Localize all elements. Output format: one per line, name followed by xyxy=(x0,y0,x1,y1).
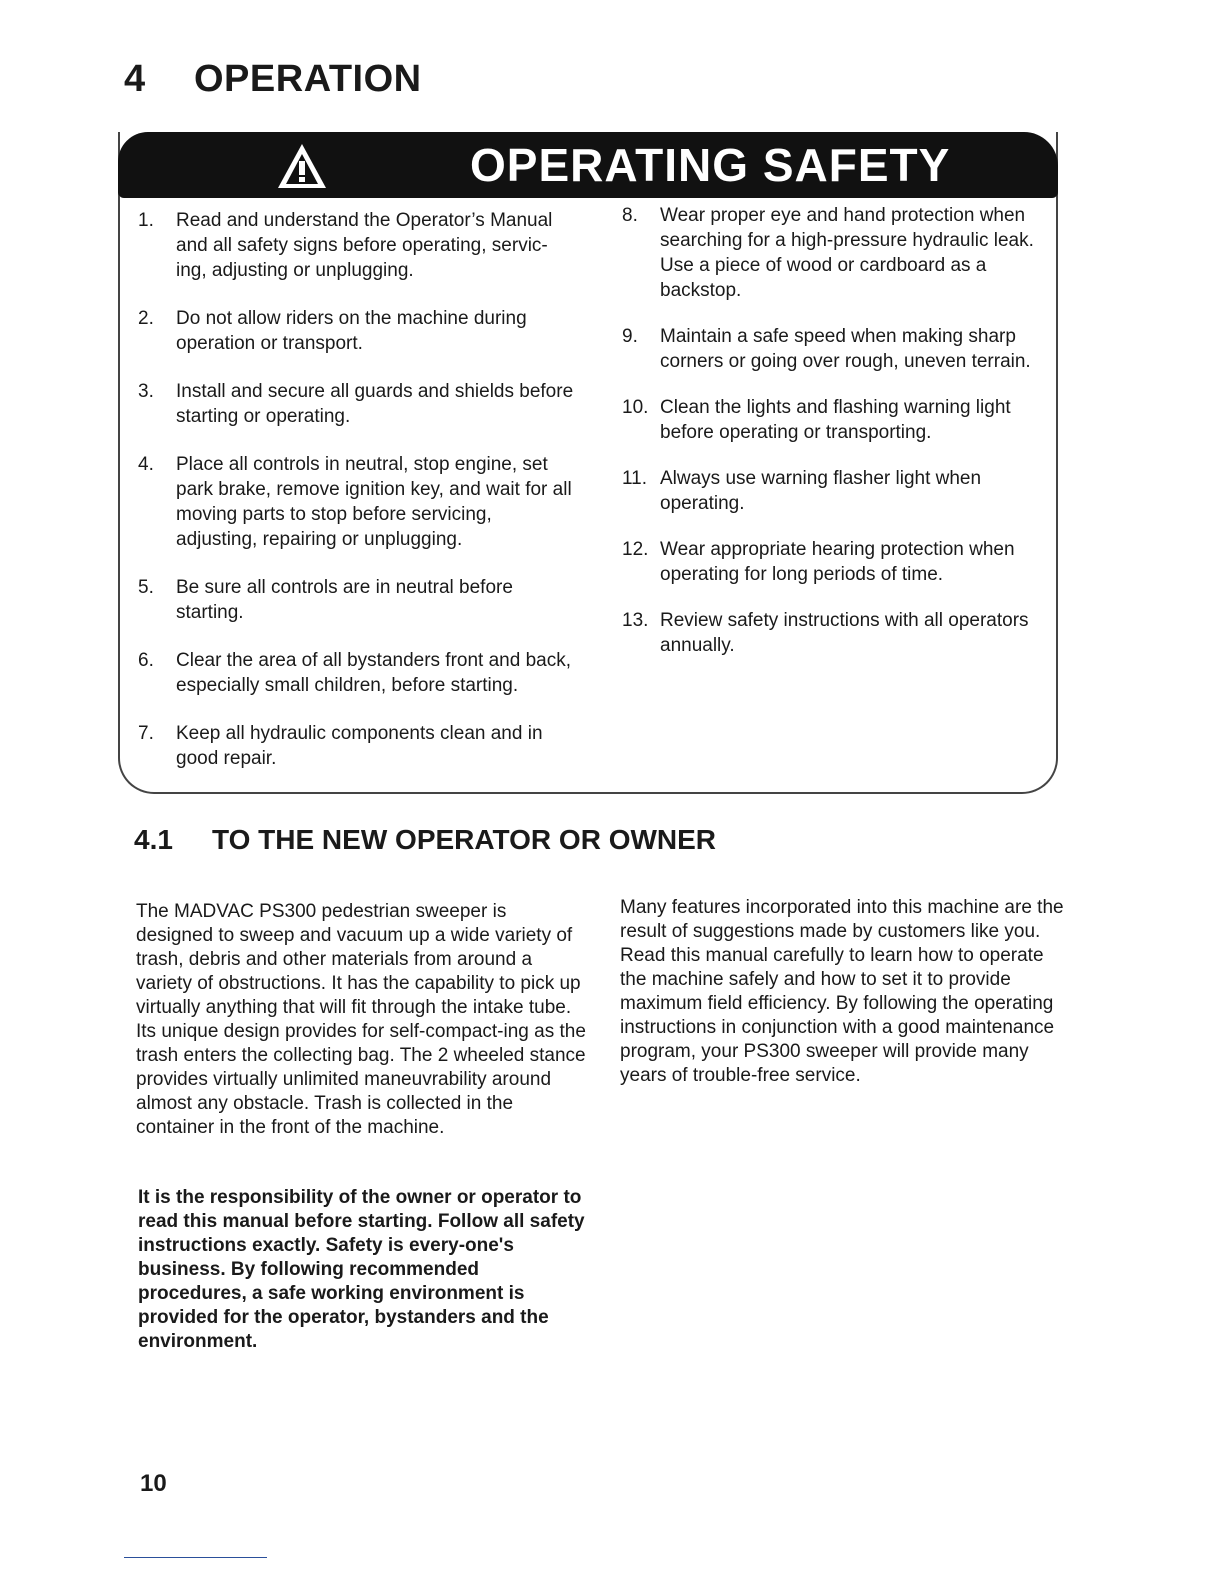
safety-banner xyxy=(118,132,1058,198)
safety-item xyxy=(138,648,578,698)
safety-item-number: 2. xyxy=(138,308,154,329)
intro-paragraph: The MADVAC PS300 pedestrian sweeper is designed to sweep and vacuum up a wide variety of trash, debris and other materials from around a variety of obstructions. It has the capability to pick up virtually anything that will fit through the intake tube. Its unique design provides for self-compact-ing as the trash enters the collecting bag. The 2 wheeled stance provides virtually unlimited maneuvrability around almost any obstacle. Trash is collected in the container in the front of the machine. xyxy=(136,901,586,1138)
responsibility-paragraph: It is the responsibility of the owner or operator to read this manual before starting. Follow all safety instructions exactly. Safety is every-one's business. By following recommended procedures, a safe working environment is provided for the operator, bystanders and the environment. xyxy=(138,1187,585,1352)
safety-item-number: 3. xyxy=(138,381,154,402)
safety-item xyxy=(622,324,1057,374)
safety-item-text: Review safety instructions with all operators annually. xyxy=(660,610,1029,656)
safety-item xyxy=(138,208,578,283)
safety-item-number: 13. xyxy=(622,610,649,631)
section-number: 4.1 xyxy=(134,824,173,855)
chapter-title: OPERATION xyxy=(194,58,422,100)
safety-item-text: Clean the lights and flashing warning light before operating or transporting. xyxy=(660,397,1011,443)
safety-list-right xyxy=(622,203,1057,679)
safety-item-text: Install and secure all guards and shields before starting or operating. xyxy=(176,381,574,427)
chapter-heading xyxy=(124,58,422,101)
safety-item xyxy=(138,575,578,625)
safety-item-text: Maintain a safe speed when making sharp corners or going over rough, uneven terrain. xyxy=(660,326,1031,372)
features-paragraph: Many features incorporated into this machine are the result of suggestions made by customers like you. Read this manual carefully to learn how to operate the machine safely and how to set it to provide maximum field efficiency. By following the operating instructions in conjunction with a good maintenance program, your PS300 sweeper will provide many years of trouble-free service. xyxy=(620,897,1064,1086)
safety-item-number: 12. xyxy=(622,539,649,560)
safety-item-number: 11. xyxy=(622,468,648,489)
safety-item xyxy=(138,379,578,429)
footer-rule xyxy=(124,1557,267,1558)
safety-item xyxy=(622,537,1057,587)
section-heading xyxy=(134,824,716,856)
safety-item-text: Do not allow riders on the machine during operation or transport. xyxy=(176,308,527,354)
safety-item xyxy=(622,395,1057,445)
page-number: 10 xyxy=(140,1470,167,1497)
safety-item xyxy=(622,466,1057,516)
safety-item-text: Wear proper eye and hand protection when searching for a high-pressure hydraulic leak. Use a piece of wood or cardboard as a backstop. xyxy=(660,205,1034,301)
safety-item xyxy=(138,452,578,552)
safety-item-text: Read and understand the Operator’s Manual and all safety signs before operating, servic-ing, adjusting or unplugging. xyxy=(176,210,553,281)
safety-item-number: 7. xyxy=(138,723,154,744)
section-title: TO THE NEW OPERATOR OR OWNER xyxy=(212,824,717,855)
safety-item-number: 10. xyxy=(622,397,649,418)
chapter-number: 4 xyxy=(124,58,146,100)
safety-item-text: Wear appropriate hearing protection when operating for long periods of time. xyxy=(660,539,1015,585)
safety-item-number: 1. xyxy=(138,210,154,231)
safety-item xyxy=(622,608,1057,658)
safety-list-left xyxy=(138,208,578,794)
safety-item xyxy=(622,203,1057,303)
safety-title: OPERATING SAFETY xyxy=(470,139,951,191)
safety-item-text: Clear the area of all bystanders front and back, especially small children, before starting. xyxy=(176,650,572,696)
safety-item-text: Be sure all controls are in neutral before starting. xyxy=(176,577,513,623)
safety-item-text: Keep all hydraulic components clean and in good repair. xyxy=(176,723,543,769)
safety-item-text: Always use warning flasher light when operating. xyxy=(660,468,982,514)
safety-item-text: Place all controls in neutral, stop engine, set park brake, remove ignition key, and wait for all moving parts to stop before servicing, adjusting, repairing or unplugging. xyxy=(176,454,572,550)
safety-item xyxy=(138,721,578,771)
safety-item-number: 5. xyxy=(138,577,154,598)
warning-triangle-icon xyxy=(276,142,328,190)
safety-item xyxy=(138,306,578,356)
safety-item-number: 8. xyxy=(622,205,638,226)
safety-item-number: 6. xyxy=(138,650,154,671)
safety-item-number: 4. xyxy=(138,454,154,475)
safety-item-number: 9. xyxy=(622,326,638,347)
